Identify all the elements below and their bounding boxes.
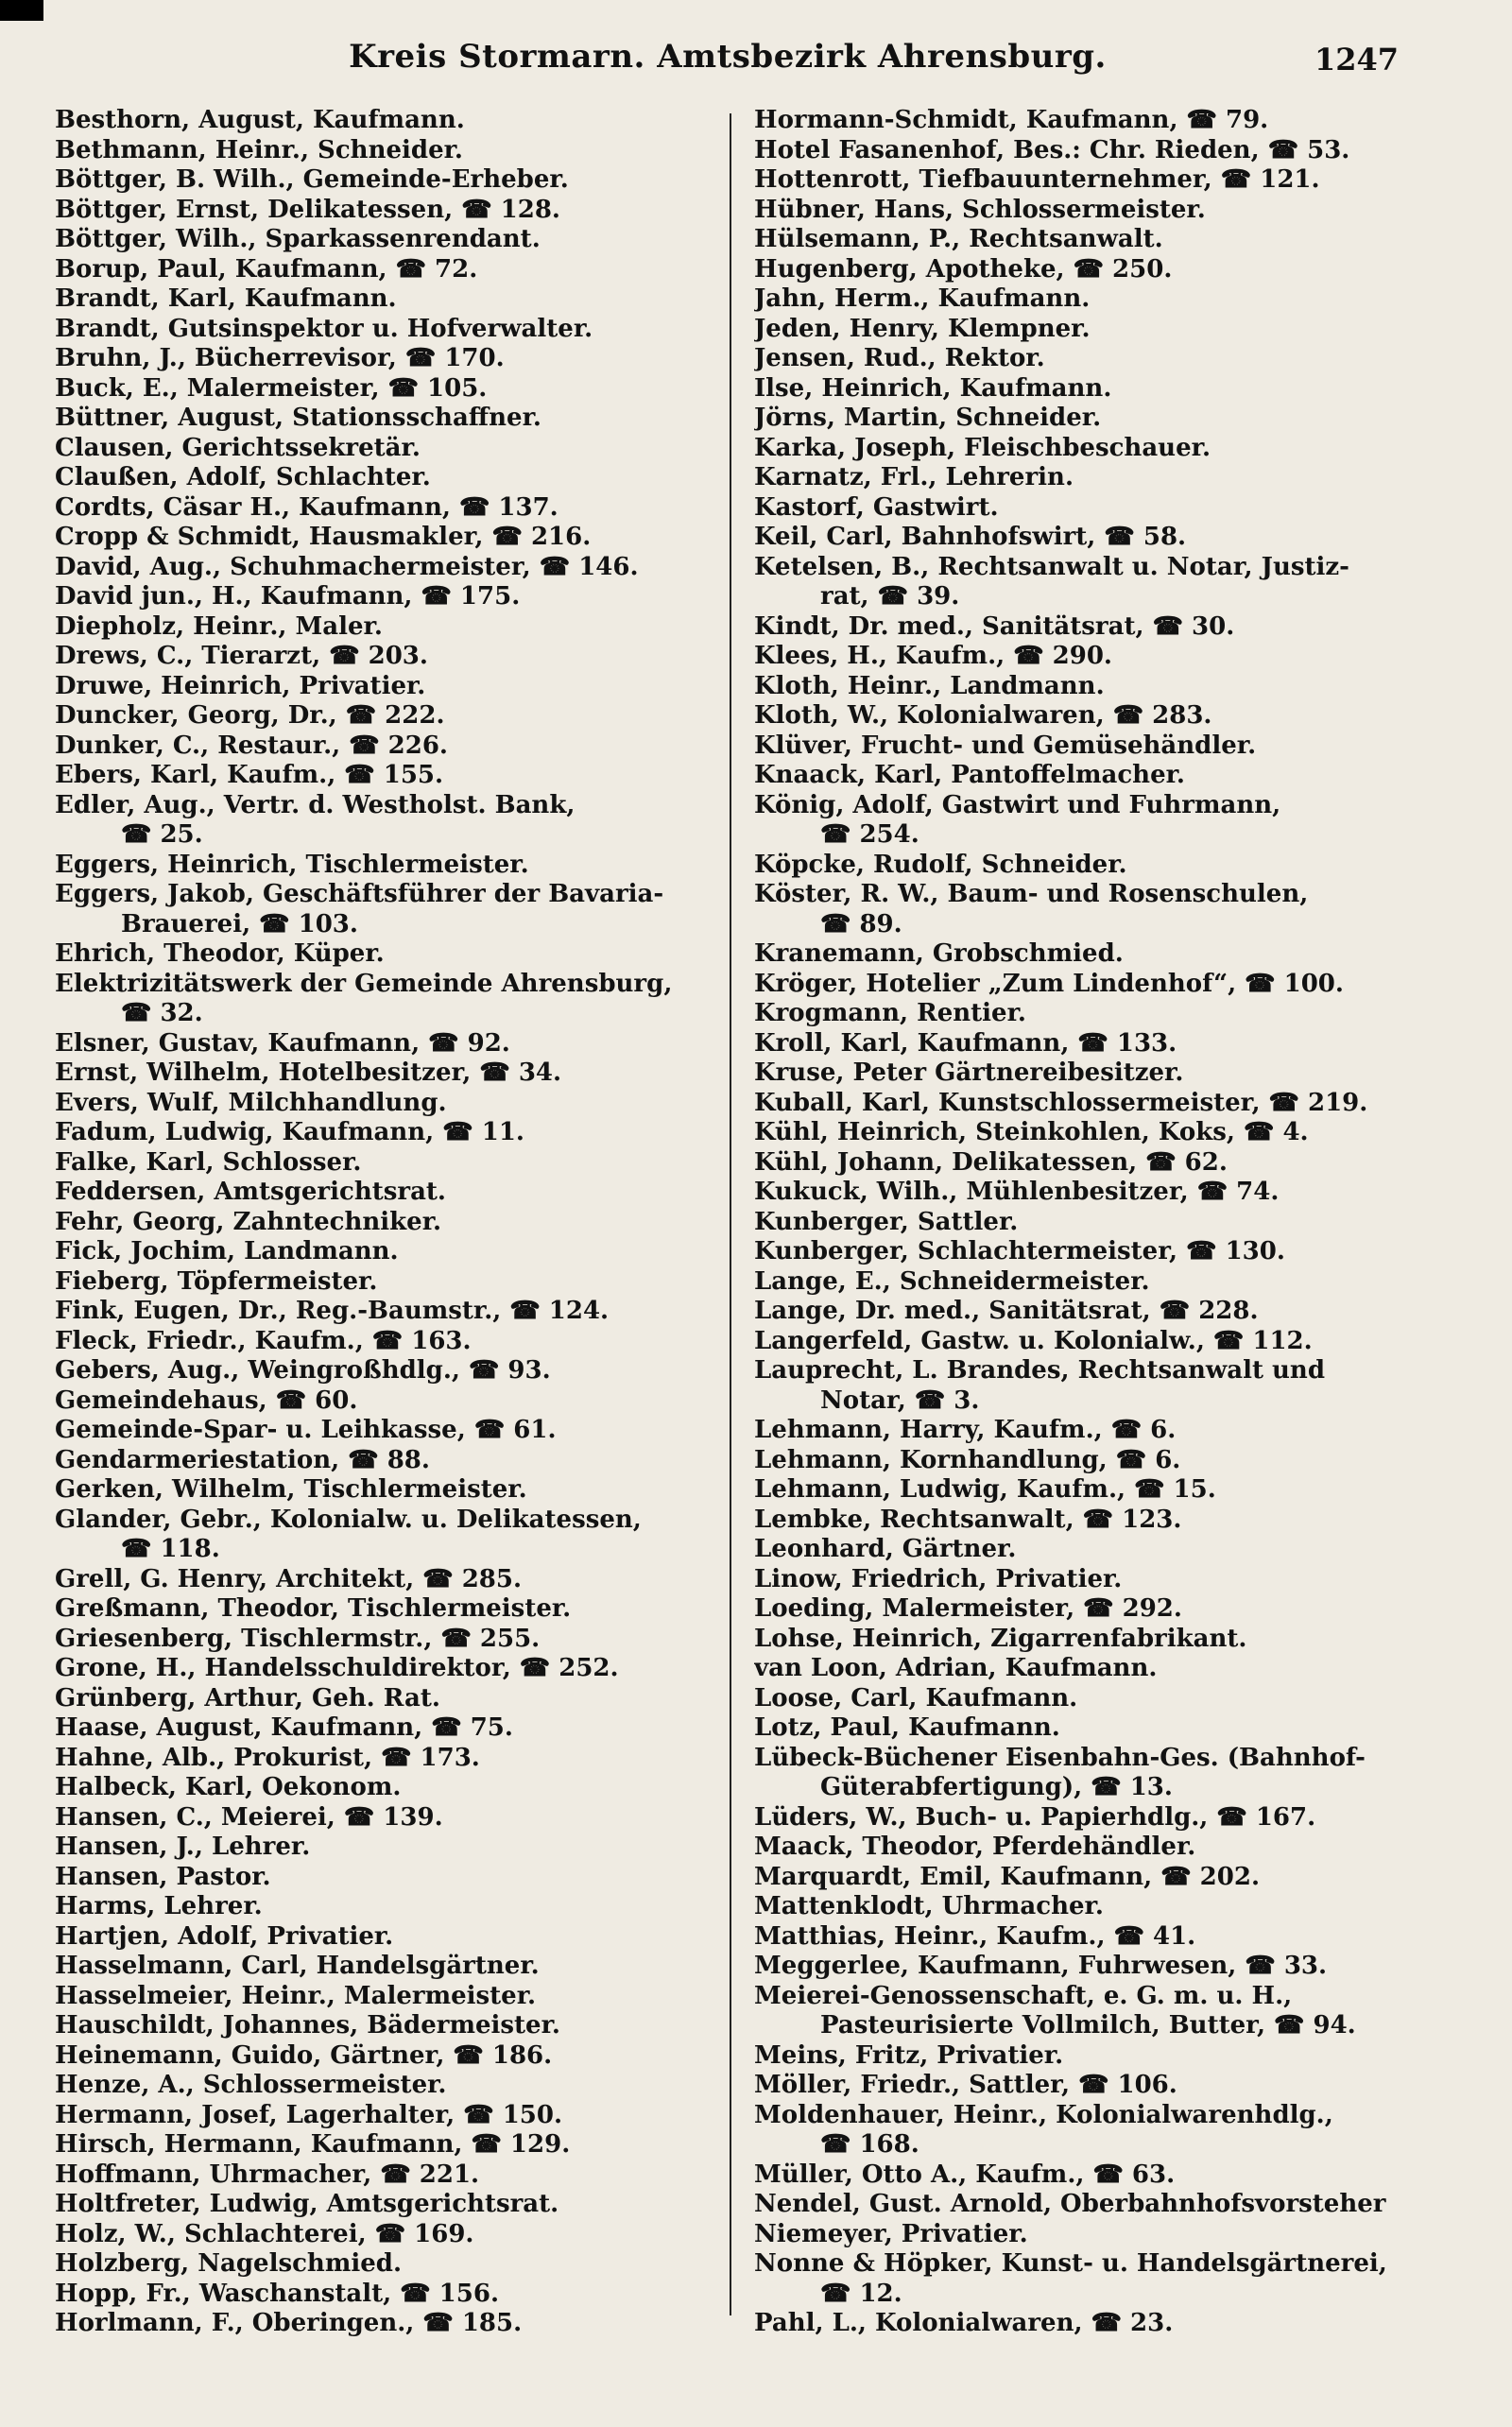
directory-entry-line: Kühl, Heinrich, Steinkohlen, Koks, ☎ 4. — [754, 1118, 1309, 1146]
directory-entry-line: van Loon, Adrian, Kaufmann. — [754, 1654, 1158, 1682]
directory-entry-line: Fadum, Ludwig, Kaufmann, ☎ 11. — [55, 1118, 524, 1146]
directory-entry-line: Jeden, Henry, Klempner. — [754, 314, 1091, 343]
directory-entry-line: Böttger, Ernst, Delikatessen, ☎ 128. — [55, 195, 560, 224]
directory-entry-line: Holz, W., Schlachterei, ☎ 169. — [55, 2219, 474, 2248]
directory-entry-line: Pahl, L., Kolonialwaren, ☎ 23. — [754, 2309, 1174, 2337]
directory-entry-line: Hottenrott, Tiefbauunternehmer, ☎ 121. — [754, 165, 1320, 194]
directory-entry-line: Jensen, Rud., Rektor. — [754, 344, 1045, 372]
directory-entry-line: Hansen, Pastor. — [55, 1862, 271, 1891]
directory-entry-line: Kastorf, Gastwirt. — [754, 492, 999, 522]
directory-entry-line: Claußen, Adolf, Schlachter. — [55, 463, 431, 491]
directory-entry-line: Karka, Joseph, Fleischbeschauer. — [754, 433, 1211, 462]
directory-entry-line: Gemeindehaus, ☎ 60. — [55, 1386, 358, 1415]
directory-entry-line: Böttger, Wilh., Sparkassenrendant. — [55, 225, 541, 253]
directory-entry-line: Hugenberg, Apotheke, ☎ 250. — [754, 254, 1173, 284]
directory-entry-line: Müller, Otto A., Kaufm., ☎ 63. — [754, 2160, 1176, 2189]
directory-entry-line: Linow, Friedrich, Privatier. — [754, 1564, 1123, 1593]
directory-entry-line: Feddersen, Amtsgerichtsrat. — [55, 1178, 446, 1206]
directory-entry-line: Grünberg, Arthur, Geh. Rat. — [55, 1683, 440, 1713]
directory-entry-line: Köpcke, Rudolf, Schneider. — [754, 850, 1127, 879]
directory-entry-line: Maack, Theodor, Pferdehändler. — [754, 1833, 1196, 1861]
directory-entry-line: Fehr, Georg, Zahntechniker. — [55, 1207, 442, 1236]
directory-entry-line: Nendel, Gust. Arnold, Oberbahnhofsvorsteher — [754, 2190, 1386, 2218]
directory-entry-line: Ilse, Heinrich, Kaufmann. — [754, 373, 1112, 403]
directory-entry-line: ☎ 12. — [820, 2279, 902, 2308]
directory-entry-line: Clausen, Gerichtssekretär. — [55, 433, 421, 462]
right-column — [754, 106, 1416, 2339]
directory-entry-line: Lauprecht, L. Brandes, Rechtsanwalt und — [754, 1356, 1326, 1385]
directory-entry-line: Hübner, Hans, Schlossermeister. — [754, 195, 1206, 224]
directory-entry-line: Cropp & Schmidt, Hausmakler, ☎ 216. — [55, 523, 592, 551]
directory-entry-line: Glander, Gebr., Kolonialw. u. Delikatessen, — [55, 1505, 642, 1534]
directory-entry-line: Gebers, Aug., Weingroßhdlg., ☎ 93. — [55, 1356, 551, 1385]
directory-entry-line: Brandt, Karl, Kaufmann. — [55, 284, 397, 313]
directory-entry-line: Kunberger, Schlachtermeister, ☎ 130. — [754, 1237, 1285, 1265]
directory-entry-line: Drews, C., Tierarzt, ☎ 203. — [55, 642, 428, 670]
directory-entry-line: Leonhard, Gärtner. — [754, 1535, 1017, 1563]
directory-entry-line: Horlmann, F., Oberingen., ☎ 185. — [55, 2309, 523, 2337]
directory-entry-line: Grell, G. Henry, Architekt, ☎ 285. — [55, 1564, 523, 1593]
directory-entry-line: David, Aug., Schuhmachermeister, ☎ 146. — [55, 552, 639, 581]
directory-entry-line: Karnatz, Frl., Lehrerin. — [754, 463, 1074, 491]
page-number: 1247 — [1314, 42, 1399, 77]
directory-entry-line: Lüders, W., Buch- u. Papierhdlg., ☎ 167. — [754, 1802, 1316, 1832]
directory-entry-line: Knaack, Karl, Pantoffelmacher. — [754, 761, 1185, 789]
directory-entry-line: Langerfeld, Gastw. u. Kolonialw., ☎ 112. — [754, 1326, 1313, 1355]
directory-entry-line: Holtfreter, Ludwig, Amtsgerichtsrat. — [55, 2190, 559, 2218]
directory-entry-line: Köster, R. W., Baum- und Rosenschulen, — [754, 880, 1309, 908]
directory-entry-line: Halbeck, Karl, Oekonom. — [55, 1773, 402, 1801]
directory-entry-line: Büttner, August, Stationsschaffner. — [55, 404, 541, 432]
directory-entry-line: Kloth, W., Kolonialwaren, ☎ 283. — [754, 701, 1212, 730]
directory-entry-line: Bethmann, Heinr., Schneider. — [55, 135, 463, 164]
directory-entry-line: Kunberger, Sattler. — [754, 1207, 1019, 1236]
directory-entry-line: Fieberg, Töpfermeister. — [55, 1266, 378, 1296]
directory-entry-line: Hasselmann, Carl, Handelsgärtner. — [55, 1952, 540, 1980]
directory-entry-line: Lohse, Heinrich, Zigarrenfabrikant. — [754, 1624, 1247, 1653]
directory-entry-line: Hoffmann, Uhrmacher, ☎ 221. — [55, 2160, 480, 2189]
directory-entry-line: Hartjen, Adolf, Privatier. — [55, 1921, 394, 1951]
directory-entry-line: Kuball, Karl, Kunstschlossermeister, ☎ 219. — [754, 1088, 1368, 1117]
directory-entry-line: Henze, A., Schlossermeister. — [55, 2071, 447, 2099]
directory-entry-line: Kroll, Karl, Kaufmann, ☎ 133. — [754, 1028, 1177, 1058]
directory-entry-line: ☎ 89. — [820, 909, 902, 938]
directory-entry-line: Hormann-Schmidt, Kaufmann, ☎ 79. — [754, 106, 1269, 134]
directory-entry-line: Meins, Fritz, Privatier. — [754, 2040, 1064, 2070]
directory-entry-line: Lehmann, Kornhandlung, ☎ 6. — [754, 1445, 1181, 1474]
directory-entry-line: Fleck, Friedr., Kaufm., ☎ 163. — [55, 1326, 472, 1355]
directory-entry-line: Niemeyer, Privatier. — [754, 2219, 1028, 2248]
directory-entry-line: Meierei-Genossenschaft, e. G. m. u. H., — [754, 1981, 1293, 2010]
directory-entry-line: ☎ 32. — [121, 999, 203, 1027]
left-column — [55, 106, 716, 2339]
directory-entry-line: Böttger, B. Wilh., Gemeinde-Erheber. — [55, 165, 569, 194]
directory-entry-line: Haase, August, Kaufmann, ☎ 75. — [55, 1713, 513, 1742]
directory-entry-line: ☎ 168. — [820, 2130, 919, 2159]
directory-entry-line: Griesenberg, Tischlermstr., ☎ 255. — [55, 1624, 541, 1653]
directory-entry-line: Gendarmeriestation, ☎ 88. — [55, 1445, 430, 1474]
column-divider — [730, 113, 731, 2315]
directory-entry-line: Lange, E., Schneidermeister. — [754, 1266, 1150, 1296]
directory-entry-line: Hansen, J., Lehrer. — [55, 1833, 311, 1861]
directory-entry-line: Jahn, Herm., Kaufmann. — [754, 284, 1091, 313]
directory-entry-line: Falke, Karl, Schlosser. — [55, 1147, 362, 1177]
directory-entry-line: Kindt, Dr. med., Sanitätsrat, ☎ 30. — [754, 611, 1235, 641]
directory-entry-line: Hauschildt, Johannes, Bädermeister. — [55, 2011, 560, 2040]
directory-entry-line: Lübeck-Büchener Eisenbahn-Ges. (Bahnhof- — [754, 1743, 1366, 1772]
directory-entry-line: Brauerei, ☎ 103. — [121, 909, 358, 938]
directory-entry-line: Holzberg, Nagelschmied. — [55, 2249, 402, 2278]
directory-entry-line: Kukuck, Wilh., Mühlenbesitzer, ☎ 74. — [754, 1178, 1280, 1206]
directory-entry-line: Hansen, C., Meierei, ☎ 139. — [55, 1802, 443, 1832]
directory-entry-line: Kloth, Heinr., Landmann. — [754, 671, 1105, 700]
directory-entry-line: Duncker, Georg, Dr., ☎ 222. — [55, 701, 445, 730]
directory-entry-line: Ebers, Karl, Kaufm., ☎ 155. — [55, 761, 444, 789]
directory-entry-line: Pasteurisierte Vollmilch, Butter, ☎ 94. — [820, 2011, 1356, 2040]
directory-entry-line: Klees, H., Kaufm., ☎ 290. — [754, 642, 1112, 670]
directory-entry-line: Meggerlee, Kaufmann, Fuhrwesen, ☎ 33. — [754, 1952, 1328, 1980]
directory-entry-line: Edler, Aug., Vertr. d. Westholst. Bank, — [55, 790, 576, 819]
directory-entry-line: rat, ☎ 39. — [820, 582, 960, 611]
directory-entry-line: Keil, Carl, Bahnhofswirt, ☎ 58. — [754, 523, 1187, 551]
directory-entry-line: Diepholz, Heinr., Maler. — [55, 611, 383, 641]
directory-entry-line: König, Adolf, Gastwirt und Fuhrmann, — [754, 790, 1281, 819]
directory-entry-line: Elektrizitätswerk der Gemeinde Ahrensburg, — [55, 969, 673, 998]
directory-entry-line: Borup, Paul, Kaufmann, ☎ 72. — [55, 254, 478, 284]
directory-entry-line: Notar, ☎ 3. — [820, 1386, 980, 1415]
directory-entry-line: Hotel Fasanenhof, Bes.: Chr. Rieden, ☎ 53. — [754, 135, 1350, 164]
directory-entry-line: Hermann, Josef, Lagerhalter, ☎ 150. — [55, 2100, 563, 2129]
directory-entry-line: Harms, Lehrer. — [55, 1892, 263, 1920]
page-header — [57, 38, 1399, 95]
directory-entry-line: ☎ 118. — [121, 1535, 220, 1563]
directory-entry-line: Eggers, Jakob, Geschäftsführer der Bavaria- — [55, 880, 664, 908]
directory-entry-line: Mattenklodt, Uhrmacher. — [754, 1892, 1104, 1920]
directory-entry-line: Heinemann, Guido, Gärtner, ☎ 186. — [55, 2040, 553, 2070]
directory-entry-line: Buck, E., Malermeister, ☎ 105. — [55, 373, 488, 403]
directory-entry-line: Nonne & Höpker, Kunst- u. Handelsgärtnerei, — [754, 2249, 1387, 2278]
directory-entry-line: Güterabfertigung), ☎ 13. — [820, 1773, 1173, 1801]
directory-entry-line: Klüver, Frucht- und Gemüsehändler. — [754, 731, 1257, 760]
directory-entry-line: Eggers, Heinrich, Tischlermeister. — [55, 850, 529, 879]
directory-entry-line: Grone, H., Handelsschuldirektor, ☎ 252. — [55, 1654, 619, 1682]
directory-entry-line: Kruse, Peter Gärtnereibesitzer. — [754, 1059, 1184, 1087]
directory-entry-line: Möller, Friedr., Sattler, ☎ 106. — [754, 2071, 1177, 2099]
directory-entry-line: Fick, Jochim, Landmann. — [55, 1237, 399, 1265]
directory-entry-line: Evers, Wulf, Milchhandlung. — [55, 1088, 447, 1117]
directory-entry-line: Bruhn, J., Bücherrevisor, ☎ 170. — [55, 344, 505, 372]
directory-entry-line: Besthorn, August, Kaufmann. — [55, 106, 465, 134]
directory-entry-line: Druwe, Heinrich, Privatier. — [55, 671, 426, 700]
directory-entry-line: ☎ 25. — [121, 820, 203, 849]
directory-entry-line: Fink, Eugen, Dr., Reg.-Baumstr., ☎ 124. — [55, 1297, 610, 1325]
directory-entry-line: Kranemann, Grobschmied. — [754, 939, 1124, 968]
directory-entry-line: Elsner, Gustav, Kaufmann, ☎ 92. — [55, 1028, 510, 1058]
directory-entry-line: Ernst, Wilhelm, Hotelbesitzer, ☎ 34. — [55, 1059, 562, 1087]
directory-entry-line: Greßmann, Theodor, Tischlermeister. — [55, 1594, 572, 1623]
directory-entry-line: Hopp, Fr., Waschanstalt, ☎ 156. — [55, 2279, 499, 2308]
directory-entry-line: Hasselmeier, Heinr., Malermeister. — [55, 1981, 537, 2010]
directory-entry-line: Hülsemann, P., Rechtsanwalt. — [754, 225, 1163, 253]
directory-entry-line: David jun., H., Kaufmann, ☎ 175. — [55, 582, 521, 611]
directory-entry-line: Brandt, Gutsinspektor u. Hofverwalter. — [55, 314, 593, 343]
directory-entry-line: Krogmann, Rentier. — [754, 999, 1026, 1027]
directory-entry-line: Hahne, Alb., Prokurist, ☎ 173. — [55, 1743, 480, 1772]
directory-entry-line: Moldenhauer, Heinr., Kolonialwarenhdlg., — [754, 2100, 1333, 2129]
directory-entry-line: Hirsch, Hermann, Kaufmann, ☎ 129. — [55, 2130, 571, 2159]
directory-entry-line: Lehmann, Harry, Kaufm., ☎ 6. — [754, 1416, 1177, 1444]
directory-entry-line: Lange, Dr. med., Sanitätsrat, ☎ 228. — [754, 1297, 1259, 1325]
directory-entry-line: Lotz, Paul, Kaufmann. — [754, 1713, 1060, 1742]
directory-entry-line: Gemeinde-Spar- u. Leihkasse, ☎ 61. — [55, 1416, 557, 1444]
directory-entry-line: Dunker, C., Restaur., ☎ 226. — [55, 731, 448, 760]
directory-entry-line: Jörns, Martin, Schneider. — [754, 404, 1102, 432]
directory-entry-line: Cordts, Cäsar H., Kaufmann, ☎ 137. — [55, 492, 558, 522]
directory-entry-line: Ehrich, Theodor, Küper. — [55, 939, 385, 968]
directory-entry-line: Loeding, Malermeister, ☎ 292. — [754, 1594, 1182, 1623]
directory-entry-line: Gerken, Wilhelm, Tischlermeister. — [55, 1475, 527, 1504]
directory-entry-line: Marquardt, Emil, Kaufmann, ☎ 202. — [754, 1862, 1260, 1891]
directory-entry-line: Lembke, Rechtsanwalt, ☎ 123. — [754, 1505, 1182, 1534]
directory-entry-line: Lehmann, Ludwig, Kaufm., ☎ 15. — [754, 1475, 1216, 1504]
corner-mark — [0, 0, 43, 21]
directory-entry-line: Loose, Carl, Kaufmann. — [754, 1683, 1078, 1713]
page-title: Kreis Stormarn. Amtsbezirk Ahrensburg. — [349, 38, 1107, 76]
directory-entry-line: ☎ 254. — [820, 820, 919, 849]
directory-entry-line: Kröger, Hotelier „Zum Lindenhof“, ☎ 100. — [754, 969, 1344, 998]
directory-entry-line: Kühl, Johann, Delikatessen, ☎ 62. — [754, 1147, 1228, 1177]
directory-entry-line: Ketelsen, B., Rechtsanwalt u. Notar, Justiz- — [754, 552, 1349, 581]
directory-entry-line: Matthias, Heinr., Kaufm., ☎ 41. — [754, 1921, 1196, 1951]
